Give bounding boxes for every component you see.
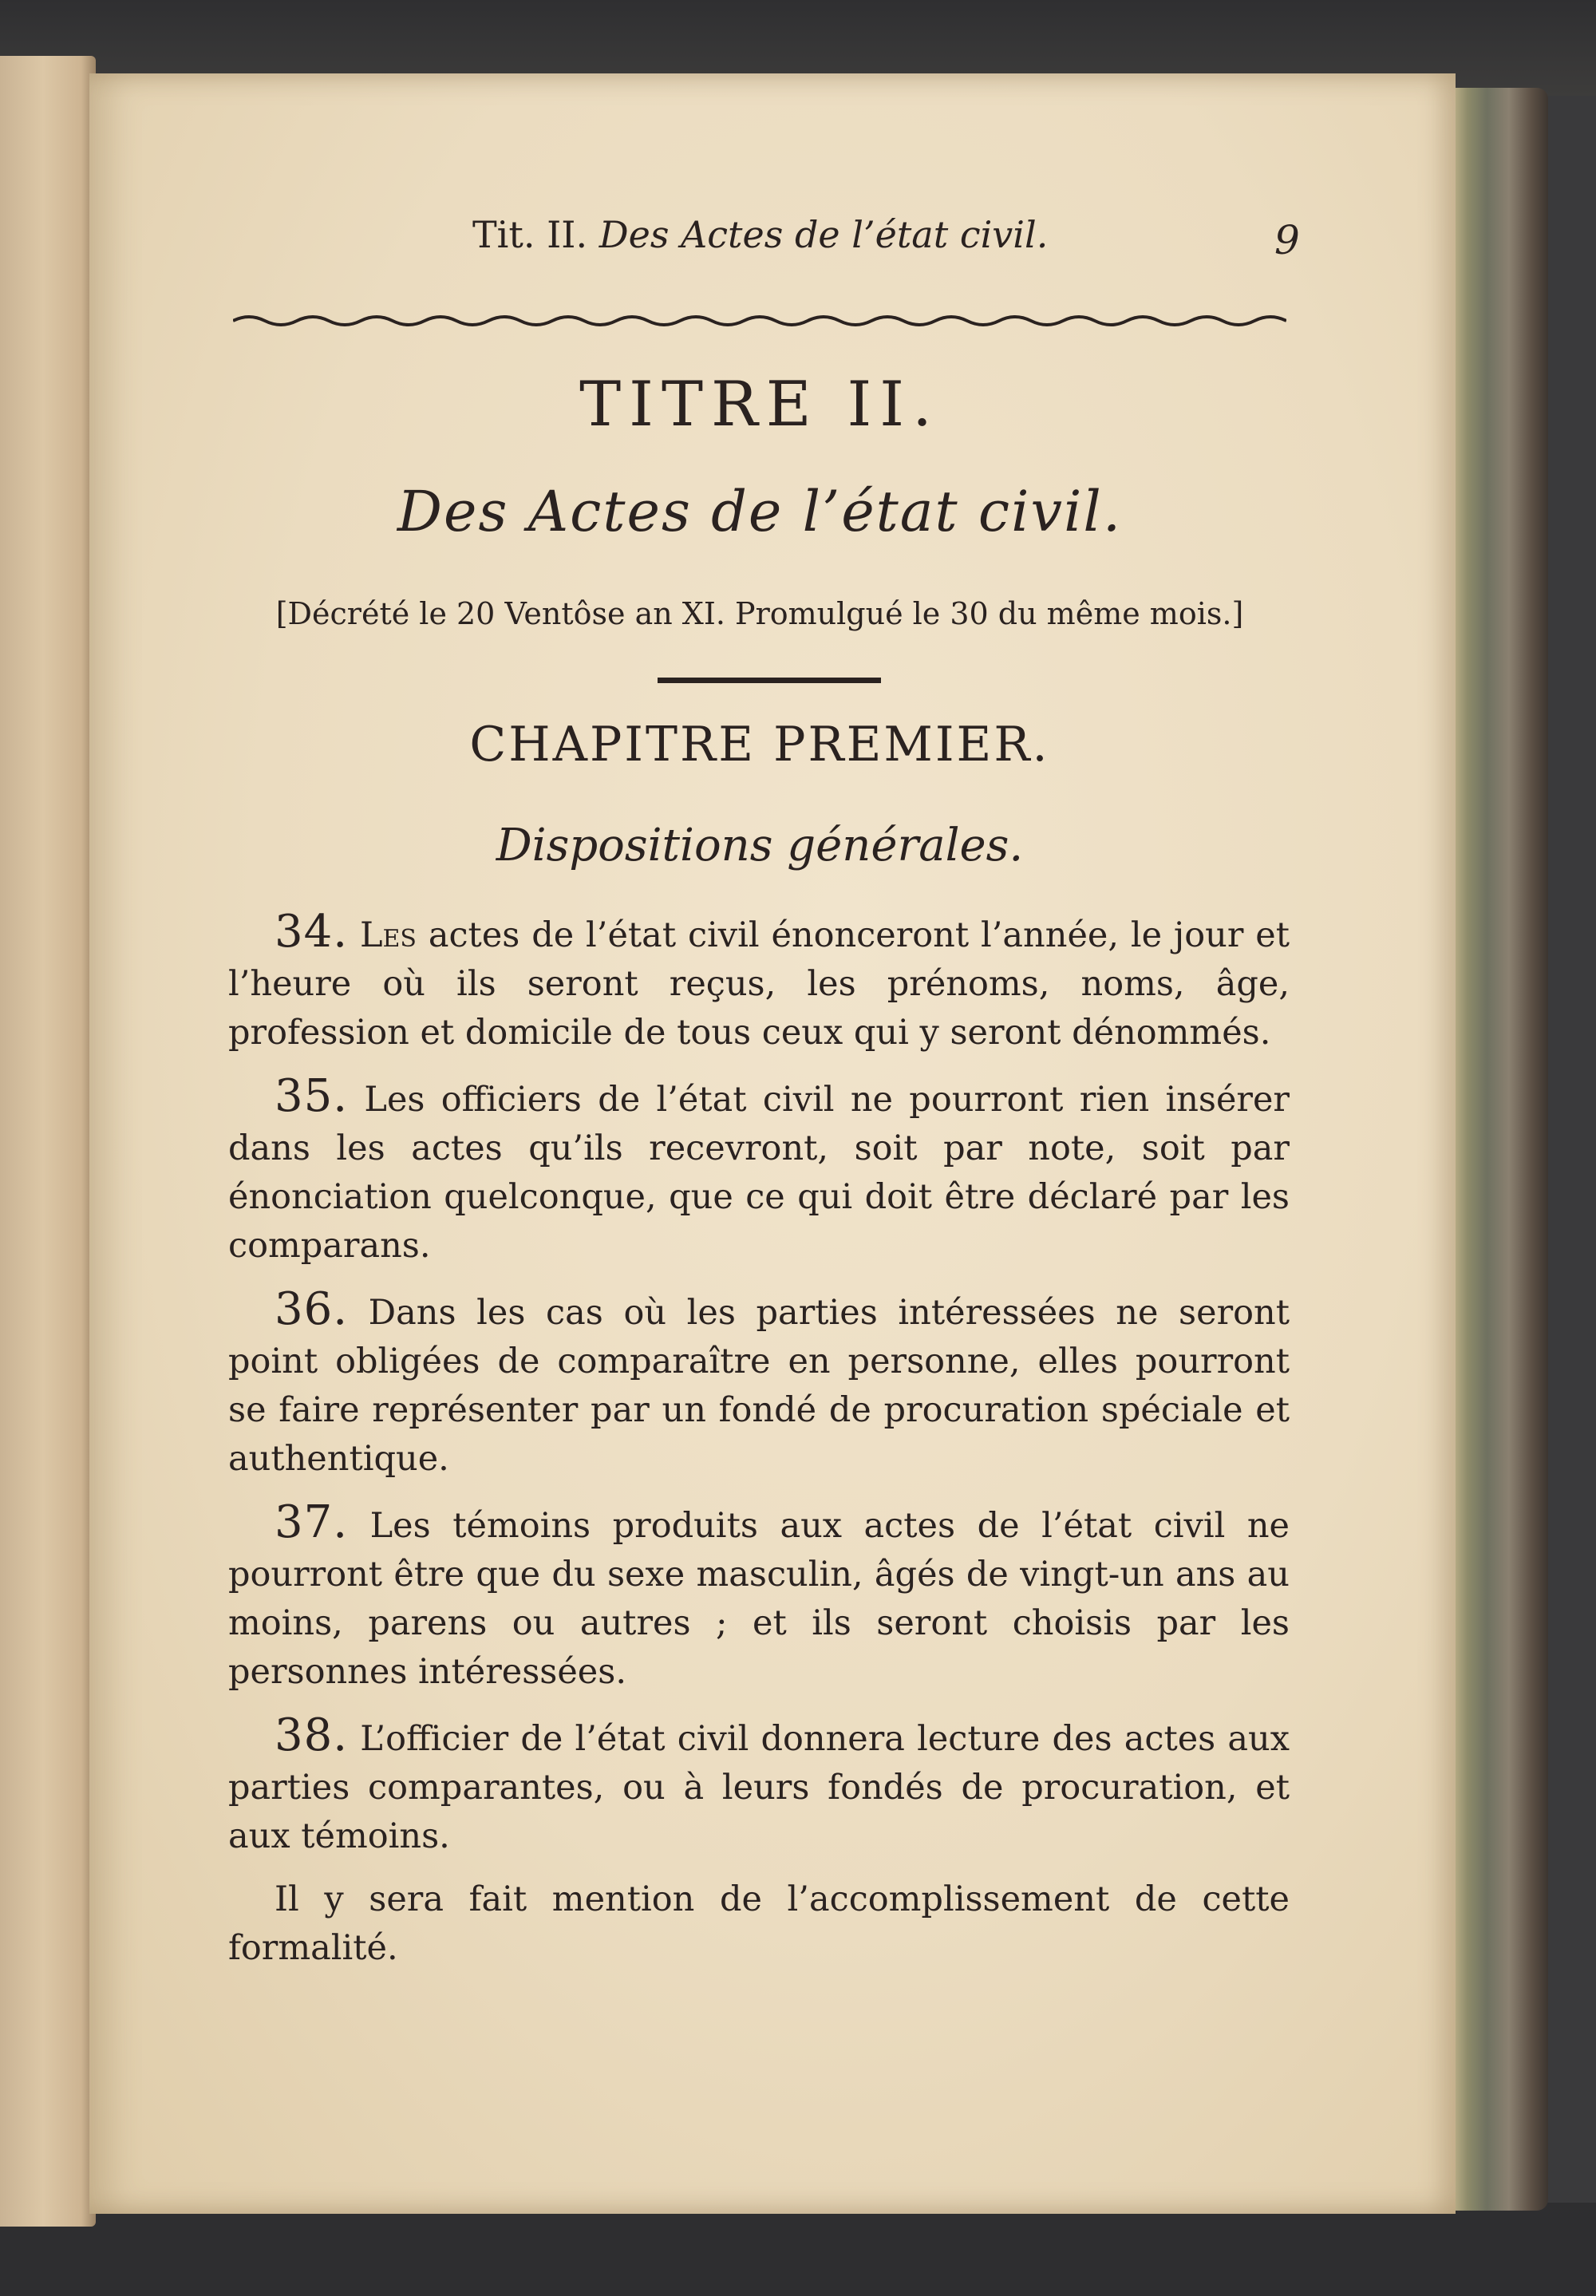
- final-paragraph: Il y sera fait mention de l’accomplissement de cette formalité.: [228, 1879, 1290, 1968]
- article-38: [228, 1711, 1290, 1861]
- article-34: [228, 907, 1290, 1057]
- running-head: [472, 213, 1048, 256]
- wavy-rule-ornament: [233, 311, 1286, 329]
- running-head-prefix: Tit. II.: [472, 213, 588, 256]
- running-head-title: Des Actes de l’état civil.: [598, 213, 1049, 256]
- chapter-subheading: Dispositions générales.: [496, 820, 1024, 871]
- article-text: Les témoins produits aux actes de l’état civil ne pourront être que du sexe masculin, âgés de vingt-un ans au moins, parens ou autres ; et ils seront choisis par les personnes intéressées.: [228, 1506, 1290, 1692]
- page-number: 9: [1274, 217, 1300, 263]
- decree-line: [Décrété le 20 Ventôse an XI. Promulgué le 30 du même mois.]: [275, 596, 1244, 631]
- article-35: [228, 1072, 1290, 1271]
- article-lead-word: Les: [359, 915, 417, 955]
- article-37: [228, 1498, 1290, 1697]
- title-subheading: Des Actes de l’état civil.: [397, 479, 1123, 544]
- article-36: [228, 1285, 1290, 1484]
- chapter-heading: CHAPITRE PREMIER.: [469, 717, 1050, 773]
- article-text: Dans les cas où les parties intéressées ne seront point obligées de comparaître en personne, elles pourront se faire représenter par un fondé de procuration spéciale et authentique.: [228, 1293, 1290, 1479]
- articles-list: [228, 907, 1290, 1987]
- article-number: 38.: [275, 1709, 349, 1761]
- article-text: L’officier de l’état civil donnera lecture des actes aux parties comparantes, ou à leurs fondés de procuration, et aux témoins.: [228, 1719, 1290, 1856]
- article-number: 35.: [275, 1070, 349, 1122]
- article-number: 36.: [275, 1283, 349, 1335]
- article-text: Les officiers de l’état civil ne pourront rien insérer dans les actes qu’ils recevront, soit par note, soit par énonciation quelconque, que ce qui doit être déclaré par les comparans.: [228, 1080, 1290, 1266]
- book-page: [89, 73, 1456, 2214]
- article-number: 37.: [275, 1496, 349, 1548]
- short-rule-divider: [658, 678, 881, 683]
- facing-page-edge: [0, 56, 96, 2227]
- titre-heading: TITRE II.: [579, 369, 940, 441]
- scan-background-bottom: [0, 2203, 1596, 2296]
- article-number: 34.: [275, 906, 349, 958]
- article-text: actes de l’état civil énonceront l’année, le jour et l’heure où ils seront reçus, les prénoms, noms, âge, profession et domicile de tous ceux qui y seront dénommés.: [228, 915, 1290, 1053]
